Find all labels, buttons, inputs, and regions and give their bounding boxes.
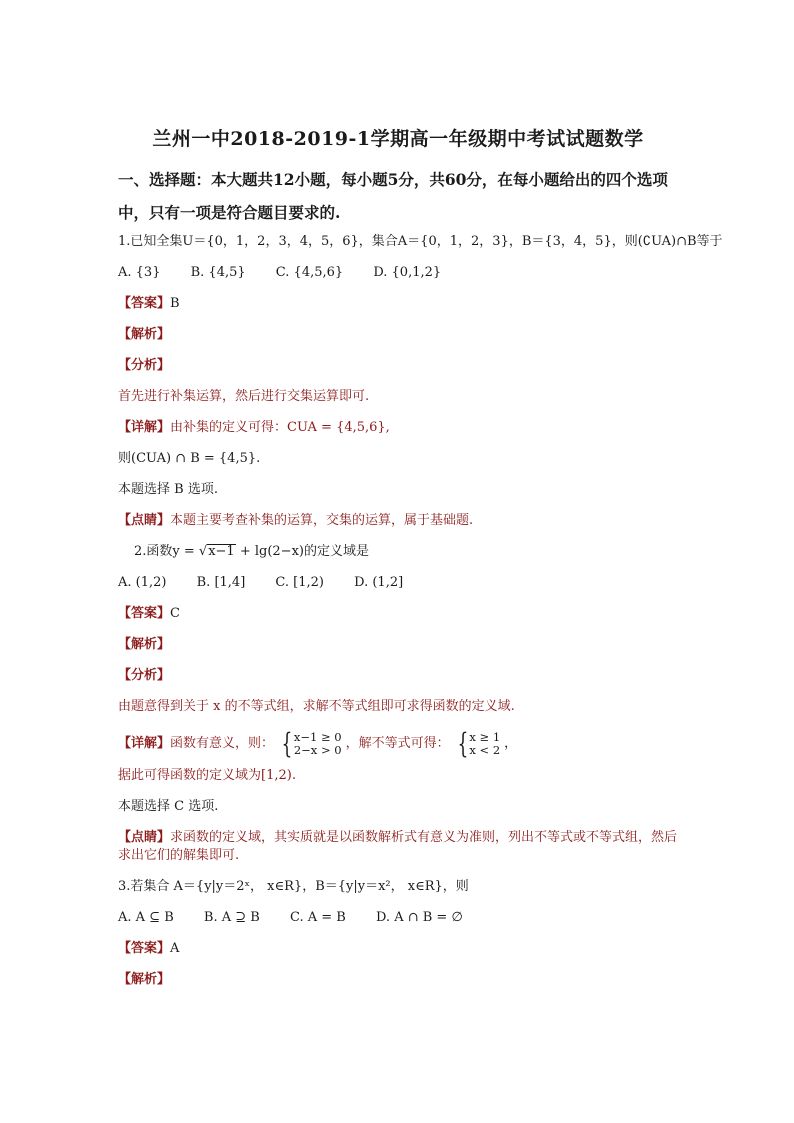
- q3-analysis-line: [118, 971, 794, 989]
- q2-inequality-system-1: { x−1 ≥ 0 2−x > 0: [281, 726, 342, 760]
- q2-comment-line: [118, 829, 678, 865]
- q2-detail-line: [118, 726, 794, 760]
- q3-option-d: D. A ∩ B = ∅: [375, 910, 463, 925]
- q2-fenxi-text: 由题意得到关于 x 的不等式组，求解不等式组即可求得函数的定义域.: [118, 699, 515, 714]
- analysis-label: 【解析】: [118, 327, 171, 342]
- q2-option-c: C. [1,2): [275, 575, 324, 590]
- q2-detail-end: ，: [504, 736, 518, 751]
- q1-option-d: D. {0,1,2}: [373, 265, 442, 280]
- q2-stem-prefix: 2.函数y =: [134, 544, 199, 559]
- q2-option-b: B. [1,4]: [196, 575, 246, 590]
- q2-stem-sqrt: x−1: [208, 544, 235, 559]
- q1-comment-line: [118, 512, 794, 530]
- q1-analysis-line: [118, 326, 794, 344]
- q1-detail-line: [118, 419, 794, 437]
- q2-stem: 2.函数y = √x−1 + lg(2−x)的定义域是: [134, 544, 369, 559]
- q3-option-b: B. A ⊇ B: [203, 910, 260, 925]
- comment-label: 【点睛】: [118, 830, 171, 845]
- q1-answer-line: [118, 295, 794, 313]
- q2-option-d: D. (1,2]: [354, 575, 404, 590]
- q2-choose-line: 本题选择 C 选项.: [118, 799, 219, 814]
- detail-label: 【详解】: [118, 420, 171, 435]
- q2-answer-value: C: [170, 606, 180, 621]
- q2-fenxi-line: [118, 667, 794, 685]
- q1-detail-text: 由补集的定义可得：CUA = {4,5,6},: [170, 420, 390, 435]
- q3-options: [118, 909, 794, 927]
- q2-detail-prefix: 函数有意义，则：: [170, 736, 275, 751]
- q1-detail-line-2: 则(CUA) ∩ B = {4,5}.: [118, 451, 261, 466]
- q1-choose-line: 本题选择 B 选项.: [118, 482, 218, 497]
- q3-answer-value: A: [170, 941, 180, 956]
- q1-options: [118, 264, 794, 282]
- q1-comment-text: 本题主要考查补集的运算，交集的运算，属于基础题.: [170, 513, 474, 528]
- q2-sys1-row2: 2−x > 0: [293, 742, 342, 757]
- comment-label: 【点睛】: [118, 513, 171, 528]
- answer-label: 【答案】: [118, 606, 171, 621]
- q2-sys2-row2: x < 2: [469, 742, 501, 757]
- detail-label: 【详解】: [118, 736, 171, 751]
- q2-options: [118, 574, 794, 592]
- q3-option-c: C. A = B: [289, 910, 346, 925]
- answer-label: 【答案】: [118, 941, 171, 956]
- fenxi-label: 【分析】: [118, 358, 171, 373]
- q2-option-a: A. (1,2): [118, 575, 167, 590]
- analysis-label: 【解析】: [118, 972, 171, 987]
- q2-answer-line: [118, 605, 794, 623]
- q3-option-a: A. A ⊆ B: [118, 910, 174, 925]
- answer-label: 【答案】: [118, 296, 171, 311]
- q1-option-c: C. {4,5,6}: [275, 265, 344, 280]
- q2-sys2-row1: x ≥ 1: [469, 729, 501, 744]
- q2-sys1-row1: x−1 ≥ 0: [293, 729, 342, 744]
- q1-answer-value: B: [170, 296, 180, 311]
- q1-option-b: B. {4,5}: [190, 265, 246, 280]
- q1-stem: 1.已知全集U＝{0，1，2，3，4，5，6}，集合A＝{0，1，2，3}，B＝{3，4，5}，则(∁UA)∩B等于: [118, 234, 723, 249]
- q3-answer-line: [118, 940, 794, 958]
- fenxi-label: 【分析】: [118, 668, 171, 683]
- q3-stem: 3.若集合 A＝{y|y＝2ˣ， x∈R}，B＝{y|y＝x²， x∈R}，则: [118, 879, 469, 894]
- q2-detail-mid: ，解不等式可得：: [345, 736, 450, 751]
- q1-fenxi-text: 首先进行补集运算，然后进行交集运算即可.: [118, 389, 370, 404]
- q2-stem-suffix: + lg(2−x)的定义域是: [235, 544, 369, 559]
- page-title: 兰州一中2018-2019-1学期高一年级期中考试试题数学: [152, 128, 644, 150]
- analysis-label: 【解析】: [118, 637, 171, 652]
- q2-inequality-system-2: { x ≥ 1 x < 2: [457, 726, 501, 760]
- q1-option-a: A. {3}: [118, 265, 161, 280]
- q2-comment-text: 求函数的定义域，其实质就是以函数解析式有意义为准则，列出不等式或不等式组，然后求出它们的解集即可.: [118, 830, 678, 863]
- q2-analysis-line: [118, 636, 794, 654]
- q2-domain-line: 据此可得函数的定义域为[1,2).: [118, 768, 296, 783]
- q1-fenxi-line: [118, 357, 794, 375]
- section-header: 一、选择题：本大题共12小题，每小题5分，共60分，在每小题给出的四个选项中，只有一项是符合题目要求的.: [118, 170, 668, 222]
